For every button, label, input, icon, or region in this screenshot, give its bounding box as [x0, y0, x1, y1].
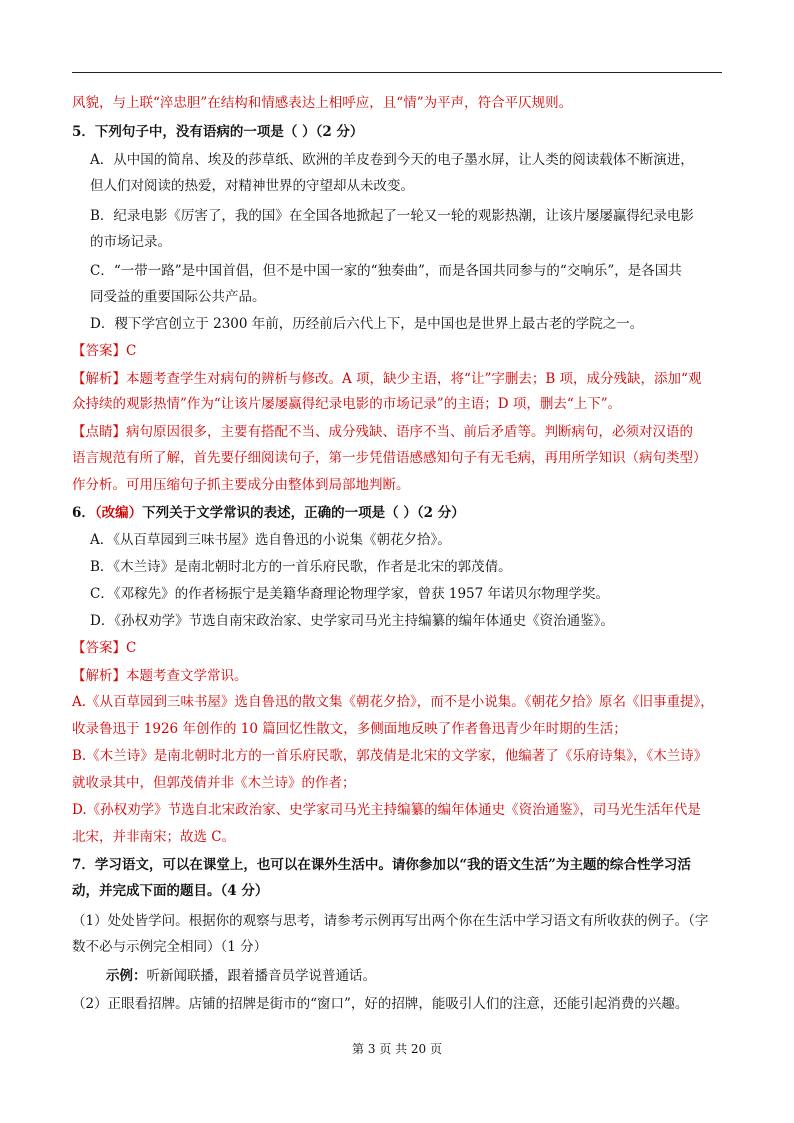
question-6-option-c: C．《邓稼先》的作者杨振宁是美籍华裔理论物理学家，曾获 1957 年诺贝尔物理学奖。 [90, 586, 610, 602]
question-5-option-c: C．“一带一路”是中国首倡，但不是中国一家的“独奏曲”，而是各国共同参与的“交响乐”，是各国共 [90, 263, 682, 279]
question-6-analysis-head: 【解析】本题考查文学常识。 [72, 668, 248, 684]
page-footer: 第 3 页 共 20 页 [352, 1042, 442, 1056]
question-6-stem [72, 503, 465, 523]
question-5-option-b-cont: 的市场记录。 [90, 234, 171, 250]
question-6-number: 6． [72, 505, 95, 521]
question-6-option-d: D．《孙权劝学》节选自南宋政治家、史学家司马光主持编纂的编年体通史《资治通鉴》。 [90, 613, 614, 629]
question-7-example [106, 966, 376, 986]
question-5-option-a-cont: 但人们对阅读的热爱，对精神世界的守望却从未改变。 [90, 178, 414, 194]
example-label: 示例： [106, 968, 147, 984]
question-7-stem-cont: 动，并完成下面的题目。（4 分） [72, 883, 269, 899]
question-6-analysis-d: D.《孙权劝学》节选自北宋政治家、史学家司马光主持编纂的编年体通史《资治通鉴》，司马光生活年代是 [72, 802, 701, 818]
question-6-option-a: A．《从百草园到三味书屋》选自鲁迅的小说集《朝花夕拾》。 [90, 532, 451, 548]
question-6-analysis-d-cont: 北宋，并非南宋；故选 C。 [72, 829, 236, 845]
question-5-tip-cont-1: 语言规范有所了解，首先要仔细阅读句子，第一步凭借语感感知句子有无毛病，再用所学知识（病句类型） [72, 450, 707, 466]
question-6-option-b: B．《木兰诗》是南北朝时北方的一首乐府民歌，作者是北宋的郭茂倩。 [90, 559, 512, 575]
question-5-option-c-cont: 同受益的重要国际公共产品。 [90, 289, 266, 305]
question-5-option-b: B．纪录电影《厉害了，我的国》在全国各地掀起了一轮又一轮的观影热潮，让该片屡屡赢得纪录电影 [90, 208, 694, 224]
question-7-stem: 7．学习语文，可以在课堂上，也可以在课外生活中。请你参加以“我的语文生活”为主题的综合性学习活 [72, 857, 691, 873]
question-5-tip-cont-2: 作分析。可用压缩句子抓主要成分由整体到局部地判断。 [72, 477, 410, 493]
question-6-analysis-b: B.《木兰诗》是南北朝时北方的一首乐府民歌，郭茂倩是北宋的文学家，他编著了《乐府诗集》，《木兰诗》 [72, 748, 708, 764]
question-5-answer: 【答案】C [72, 343, 137, 359]
question-6-analysis-a: A.《从百草园到三味书屋》选自鲁迅的散文集《朝花夕拾》，而不是小说集。《朝花夕拾》原名《旧事重提》， [72, 694, 714, 710]
question-7-sub-1: （1）处处皆学问。根据你的观察与思考，请参考示例再写出两个你在生活中学习语文有所收获的例子。（字 [72, 913, 709, 929]
question-5-option-d: D．稷下学宫创立于 2300 年前，历经前后六代上下，是中国也是世界上最古老的学院之一。 [90, 316, 644, 332]
question-6-stem-text: 下列关于文学常识的表述，正确的一项是（ ）（2 分） [142, 505, 465, 521]
example-text: 听新闻联播，跟着播音员学说普通话。 [146, 968, 376, 984]
question-6-analysis-b-cont: 就收录其中，但郭茂倩并非《木兰诗》的作者； [72, 775, 356, 791]
question-5-tip: 【点睛】病句原因很多，主要有搭配不当、成分残缺、语序不当、前后矛盾等。判断病句，必须对汉语的 [72, 424, 693, 440]
question-6-tag: （改编） [94, 505, 143, 521]
question-5-analysis-cont: 众持续的观影热情”作为“让该片屡屡赢得纪录电影的市场记录”的主语；D 项，删去“上下”。 [72, 396, 622, 412]
question-5-stem: 5．下列句子中，没有语病的一项是（ ）（2 分） [72, 124, 364, 140]
question-7-sub-2: （2）正眼看招牌。店铺的招牌是街市的“窗口”，好的招牌，能吸引人们的注意，还能引起消费的兴趣。 [72, 996, 689, 1012]
question-5-option-a: A．从中国的简帛、埃及的莎草纸、欧洲的羊皮卷到今天的电子墨水屏，让人类的阅读载体不断演进， [90, 152, 694, 168]
header-rule [72, 72, 722, 73]
question-6-answer: 【答案】C [72, 640, 137, 656]
question-6-analysis-a-cont: 收录鲁迅于 1926 年创作的 10 篇回忆性散文，多侧面地反映了作者鲁迅青少年时期的生活； [72, 721, 627, 737]
previous-answer-continuation: 风貌，与上联“淬忠胆”在结构和情感表达上相呼应，且“情”为平声，符合平仄规则。 [72, 95, 573, 111]
question-5-analysis: 【解析】本题考查学生对病句的辨析与修改。A 项，缺少主语，将“让”字删去；B 项，成分残缺，添加“观 [72, 371, 702, 387]
question-7-sub-1-cont: 数不必与示例完全相同）（1 分） [72, 939, 268, 955]
